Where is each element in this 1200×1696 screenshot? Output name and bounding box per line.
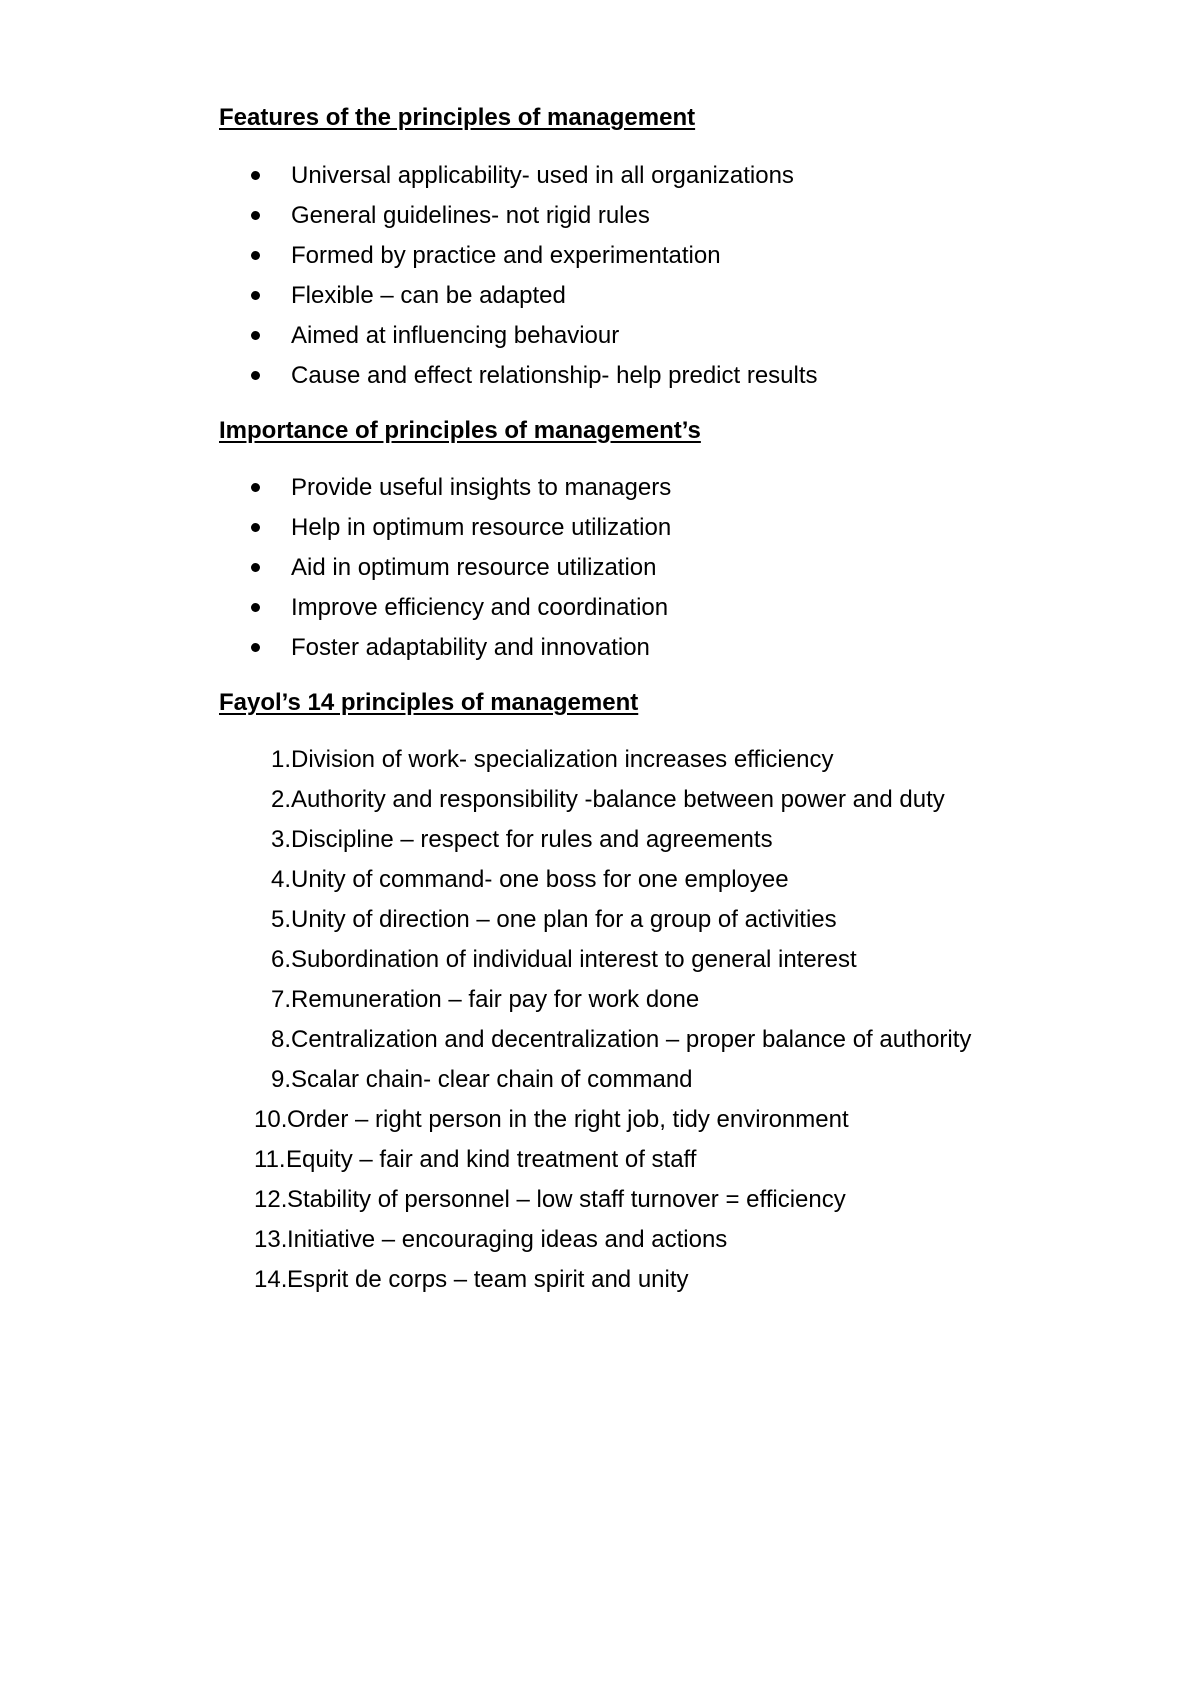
list-item-number: 8. [270, 1026, 291, 1053]
section-heading: Features of the principles of management [219, 104, 696, 131]
list-item [219, 1100, 1119, 1140]
list-item-text: Remuneration – fair pay for work done [291, 986, 700, 1013]
bullet-icon [251, 316, 271, 356]
bullet-icon [251, 196, 271, 236]
list-item [219, 236, 1119, 276]
bullet-icon [251, 548, 271, 588]
bullet-icon [251, 356, 271, 396]
list-item [219, 276, 1119, 316]
list-item-text: Esprit de corps – team spirit and unity [287, 1266, 689, 1293]
numbered-list [219, 740, 1119, 1300]
bullet-icon [251, 276, 271, 316]
bullet-icon [251, 588, 271, 628]
list-item-number: 9. [270, 1066, 291, 1093]
list-item-number: 3. [270, 826, 291, 853]
list-item-text: Foster adaptability and innovation [291, 634, 650, 661]
list-item-text: Aid in optimum resource utilization [291, 554, 657, 581]
list-item [219, 1060, 1119, 1100]
list-item-text: Unity of command- one boss for one employee [291, 866, 789, 893]
list-item-text: Improve efficiency and coordination [291, 594, 669, 621]
list-item-text: Discipline – respect for rules and agreements [291, 826, 773, 853]
list-item-number: 7. [270, 986, 291, 1013]
list-item [219, 740, 1119, 780]
list-item [219, 940, 1119, 980]
bullet-icon [251, 508, 271, 548]
list-item [219, 156, 1119, 196]
list-item [219, 860, 1119, 900]
list-item-number: 10. [254, 1106, 288, 1133]
section-fayol-principles [219, 688, 1119, 1300]
bullet-icon [251, 628, 271, 668]
list-item-text: Scalar chain- clear chain of command [291, 1066, 693, 1093]
section-heading: Fayol’s 14 principles of management [219, 689, 639, 716]
section-heading: Importance of principles of management’s [219, 417, 701, 444]
list-item-text: Initiative – encouraging ideas and actions [287, 1226, 728, 1253]
list-item-number: 11. [254, 1146, 286, 1173]
list-item-text: Unity of direction – one plan for a group of activities [291, 906, 837, 933]
list-item [219, 548, 1119, 588]
list-item-text: Formed by practice and experimentation [291, 242, 721, 269]
list-item-number: 1. [270, 746, 291, 773]
list-item [219, 1220, 1119, 1260]
list-item-text: Stability of personnel – low staff turnover = efficiency [287, 1186, 846, 1213]
list-item-text: Subordination of individual interest to general interest [291, 946, 857, 973]
bullet-icon [251, 468, 271, 508]
list-item [219, 1140, 1119, 1180]
list-item [219, 316, 1119, 356]
list-item [219, 980, 1119, 1020]
list-item-number: 13. [254, 1226, 288, 1253]
list-item-number: 12. [254, 1186, 288, 1213]
list-item-number: 14. [254, 1266, 288, 1293]
list-item [219, 628, 1119, 668]
list-item [219, 780, 1119, 820]
list-item-text: Cause and effect relationship- help predict results [291, 362, 818, 389]
list-item [219, 468, 1119, 508]
bullet-list [219, 156, 1119, 396]
list-item-text: Division of work- specialization increases efficiency [291, 746, 834, 773]
list-item [219, 1260, 1119, 1300]
list-item [219, 356, 1119, 396]
list-item-text: Order – right person in the right job, tidy environment [287, 1106, 849, 1133]
list-item-text: Equity – fair and kind treatment of staff [286, 1146, 697, 1173]
list-item [219, 196, 1119, 236]
section-features [219, 103, 1119, 396]
section-importance [219, 416, 1119, 668]
list-item-text: Centralization and decentralization – proper balance of authority [291, 1026, 972, 1053]
bullet-icon [251, 236, 271, 276]
list-item-text: Help in optimum resource utilization [291, 514, 672, 541]
bullet-list [219, 468, 1119, 668]
list-item-text: Universal applicability- used in all organizations [291, 162, 794, 189]
list-item [219, 508, 1119, 548]
list-item [219, 900, 1119, 940]
list-item-text: Authority and responsibility -balance between power and duty [291, 786, 945, 813]
list-item-text: Provide useful insights to managers [291, 474, 672, 501]
list-item [219, 1020, 1119, 1060]
list-item-number: 2. [270, 786, 291, 813]
list-item-text: General guidelines- not rigid rules [291, 202, 650, 229]
list-item [219, 1180, 1119, 1220]
list-item-number: 4. [270, 866, 291, 893]
list-item-number: 6. [270, 946, 291, 973]
list-item-number: 5. [270, 906, 291, 933]
list-item-text: Aimed at influencing behaviour [291, 322, 620, 349]
list-item [219, 588, 1119, 628]
bullet-icon [251, 156, 271, 196]
list-item [219, 820, 1119, 860]
list-item-text: Flexible – can be adapted [291, 282, 566, 309]
